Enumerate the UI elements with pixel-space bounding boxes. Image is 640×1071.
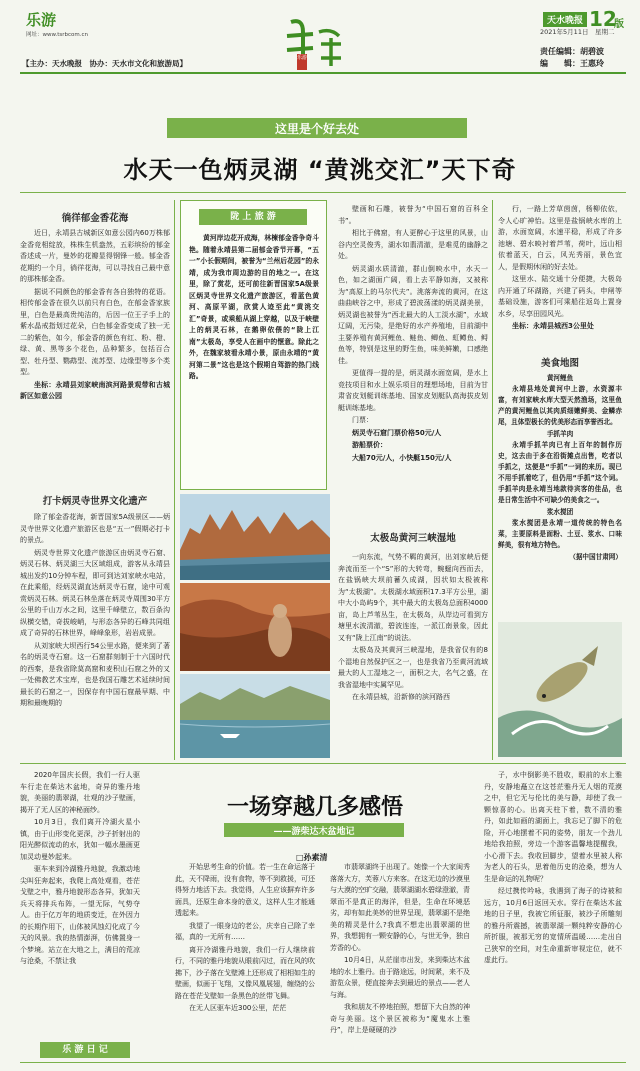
lower-paragraph: 10月4日，从茫崖市出发，来到柴达木盆地的水上雅丹。由于路途远，时间紧，来不及游览众景，便直接奔去到最近的景点——老人与海。 — [330, 956, 470, 999]
col4-coordinate: 坐标：永靖县城西3公里处 — [512, 322, 594, 330]
col3-article — [338, 204, 488, 465]
col3-tickets-label: 门票： — [352, 416, 373, 424]
col1-paragraph: 近日，永靖县古城新区如意公园内60万株郁金香竞相绽放，株株生机盎然，五彩缤纷的郁金香述成一片，曼妙的花瓣显得钢锋一般。郁金香花期约一个月，徜徉花海，可以寻找自己最中意的那株郁金香。 — [20, 229, 170, 283]
lower-paragraph: 10月3日，我们离开冷湖火星小镇，由于山形变化更深，沙子折射出的阳光醉似流动的水，犹如一幅水墨画更加灵动曼妙起来。 — [20, 818, 140, 861]
col3-paragraph: 太极岛及其黄河三峡湿地，是我省仅有的8个湿地自然保护区之一，也是我省乃至黄河流域最大的人工湿地之一，面积之大，名气之盛，在我省湿地中实属罕见。 — [338, 646, 488, 689]
intro-box-title: 陇 上 旅 游 — [199, 209, 307, 225]
header-editor: 责任编辑：胡碧波 — [540, 47, 604, 56]
lower-col4 — [484, 770, 622, 1035]
lower-paragraph: 开始思考生命的价值。若一生在命运落于此，天不降雨，没有食物，等不到救援，可还得努力地活下去。我觉得，人生应该摒弃许多面具，还原生命本身的意义，这样人生才能通透起来。 — [175, 863, 315, 917]
col4-paragraph: 行，一路上芳草茵茵，杨柳依依，令人心旷神怡。这里是盐锅峡水库的上游，水面宽阔，水速平稳，形成了许多池塘、碧水映衬着芦苇，荷叶，远山相依着蓝天，白云，风光秀丽，景色宜人，是假期休闲的好去处。 — [498, 205, 622, 271]
col3-paragraph: 一向东流，气势不羁的黄河，出刘家峡后便奔流而至一个“S”形的大转弯，蜿蜒向西而去，在盐锅峡大坝前蓄久成湖，因状如太极被称为“太极湖”。太极湖水域面积17.3平方公里，湖中大小岛屿9个，其中最大的太极岛总面积4000亩，岛上芦苇丛生，在太极岛，从岸边可看到方塘里水波清澈，碧波连连，一派江南景象，因此又有“陇上江南”的说法。 — [338, 553, 488, 642]
food-item-body: 浆水搅团是永靖一道传统的特色名菜，主要原料是面粉、土豆、浆水、口味鲜美，很有地方特色。 — [498, 519, 622, 549]
lower-paragraph: 市翡翠湖终于出现了。她像一个大家闺秀落落大方，芙蓉八方来客。在这无边的沙漠里与大漠的空旷交融，翡翠湖湖水碧绿澄澈，青翠而不是真正的海洋，但是，生命在环境恶劣，却有如此美妙的世界呈现，翡翠湖不是绝美的精灵是什么?我真不想走出翡翠湖的世界，我想拥有一颗安静的心，与世无争，独自芳香的心。 — [330, 863, 470, 952]
col-rule-1 — [174, 200, 175, 760]
food-map-title: 美食地图 — [540, 358, 579, 369]
col1-paragraph: 除了郁金香花海，新晋国家5A级景区——炳灵寺世界文化遗产旅游区也是“五一”假期必打卡的景点。 — [20, 513, 170, 544]
intro-box-body — [189, 233, 319, 384]
col1-article-bingling — [20, 512, 170, 757]
header-sponsor: 【主办：天水晚报 协办：天水市文化和旅游局】 — [22, 59, 187, 68]
photo-bingling-stone-forest — [180, 494, 330, 580]
header-rule — [20, 72, 626, 74]
col1-paragraph: 炳灵寺世界文化遗产旅游区由炳灵寺石窟、炳灵石林、炳灵湖三大区域组成，游客从永靖县城出发约10分钟车程，即可到达刘家峡水电站，在此乘船，经炳灵湖直达炳灵寺石窟，途中可观赏炳灵石林。炳灵石林坐落在炳灵寺周围30平方公里的千山万水之间，这里千峰壁立，数百条沟纵横交错，奇拔峻峭，与形态各异的石峰共同组成了奇异的石林世界，峰峰象形，岩岩成景。 — [20, 548, 170, 637]
life-logo — [283, 14, 345, 74]
food-item-title: 手抓羊肉 — [546, 430, 574, 438]
col1-paragraph: 据说不同颜色的郁金香有各自独特的花语。相传郁金香在很久以前只有白色，在郁金香家族里，白色是最高贵纯洁的，后因一位王子手上的紫水晶戒指划过花朵，白色郁金香变成了独一无二的紫色，如今，郁金香的颜色有红、粉、橙、绿、黄、黑等多个花色，品种繁多，包括百合型、牡丹型、鹦鹉型、流苏型、边缘型等多个类型。 — [20, 287, 170, 376]
photo-buddha-statue — [180, 583, 330, 671]
lower-col2 — [175, 862, 315, 1042]
logo-small-tag: 乐游 — [297, 54, 307, 70]
lower-author: □孙素清 — [296, 853, 328, 862]
photo-jumping-fish — [498, 622, 622, 757]
lower-subtitle: ——游柴达木盆地记 — [273, 827, 355, 837]
intro-box — [180, 200, 327, 490]
lower-paragraph: 经过携传吟咏，我遇到了海子的诗被和远方，10月6日返回天水。穿行在柴达木盆地的日子里，我被它所征服，被沙子所雕刻的雅丹所震撼，被翡翠湖一颗纯粹安静的心所折服，被那无穷的宽情所温暖……走出自己狭窄的空间，对生命重新审视定位，就不虚此行。 — [484, 887, 622, 964]
food-item-title: 黄河鲤鱼 — [546, 374, 574, 382]
header-section-name: 乐游 — [26, 11, 57, 29]
col3-paragraph: 更值得一提的是，炳灵湖水面宽阔，是水上竞技项目和水上娱乐项目的理想场地，目前为甘肃省皮划艇训练基地、国家皮划艇队高海拔皮划艇训练基地。 — [338, 369, 488, 412]
lower-paragraph: 在无人区驱车近300公里，茫茫 — [189, 1004, 287, 1012]
food-item-title: 浆水搅团 — [546, 508, 574, 516]
lower-paragraph: 驱车来到冷湖雅丹地貌，我激动地尖叫狂奔起来，我爬上高处观看，苍茫戈壁之中，雅丹地貌形态各异，犹如天兵天将排兵布阵，一望无际，气势夺人。由于亿万年的地质变迁，在外因力的长期作用下，山体被风蚀幻化成了今天的风景。我的热情澎湃，仿佛置身一个梦境。站立在大地之上，满目的荒凉与沧桑，不禁让我 — [20, 865, 140, 965]
lower-paragraph: 离开冷湖雅丹地貌，我们一行人继续前行，不同的雅丹地貌从眼前闪过，而在风的吹拂下，沙子落在戈壁滩上还形成了相相如生的壁画，似画于飞翔，又像风凰展翅，缠绕的公路在苍茫戈壁如一条黑色的丝带飞舞。 — [175, 945, 315, 1000]
footer-rule — [20, 1062, 626, 1063]
lower-col3 — [330, 862, 470, 1042]
col3-ticket: 大船70元/人，小快艇150元/人 — [352, 453, 452, 462]
col3-article-taiji — [338, 552, 488, 757]
banner-title: 水天一色炳灵湖 “黄洮交汇”天下奇 — [123, 156, 517, 184]
lower-col1 — [20, 770, 140, 1035]
lower-paragraph: 我和朋友不停地拍照，想留下大自然的神奇与美丽。这个景区被称为“魔鬼水上雅丹”，岸上是硬硬的沙 — [330, 1003, 470, 1034]
col3-ticket: 炳灵寺石窟门票价格50元/人 — [352, 428, 442, 437]
col4-article — [498, 204, 622, 334]
header-page-number: 12 — [589, 7, 617, 31]
col1-article-tulips — [20, 228, 170, 404]
col1-coordinate: 坐标：永靖县刘家峡南滨河路景观带和古城新区如意公园 — [20, 380, 170, 400]
col3-paragraph: 壁画和石雕，被誉为“中国石窟的百科全书”。 — [338, 205, 488, 225]
header-date: 2021年5月11日 星期二 — [540, 28, 615, 36]
footer-tag: 乐 游 日 记 — [40, 1042, 130, 1058]
food-credit: （据中国甘肃网） — [569, 553, 622, 561]
col1-heading-tulips: 徜徉郁金香花海 — [61, 213, 129, 224]
food-map-list — [498, 373, 622, 563]
lower-paragraph: 2020年国庆长假，我们一行人驱车行走在柴达木盆地，奇异的雅丹地貌，美丽的翡翠湖，壮观的沙子壁画，揭开了无人区的神秘面纱。 — [20, 771, 140, 814]
col3-heading-taiji: 太极岛黄河三峡湿地 — [370, 533, 456, 544]
lower-paragraph: 子，水中倒影美不胜收，眼前的水上雅丹，安静地矗立在这苍茫雅丹无人烟的荒漠之中，但它无与伦比的美与静，却使了我一颗惊喜的心。出离天柱下着，数不清的雅丹，如此如画的湖面上，我忘记了脚下的危险，开心地摆着不同的姿势，朋友一个劲儿地给我拍照，旁边一个游客温馨地提醒我，小心滑下去。我收回脚步，望着水里被人称为老人的石头，思着他历史的沧桑，想为人生是命运的礼物呢？ — [484, 771, 622, 883]
header-paper: 天水晚报 — [543, 12, 587, 27]
banner-rule — [20, 192, 626, 193]
intro-box-paragraph: 黄河岸边花开成海，林楝郁金香争奇斗艳。随着永靖县第二届郁金香节开幕，“五一”小长假期间，被誉为“兰州后花园”的永靖，成为我市周边游的目的地之一。在这里，除了赏花，还可前往新晋国家5A级景区炳灵寺世界文化遗产旅游区，看蓝色黄河、高原平湖，欣赏人迹至此“黄洮交汇”奇景，或乘船从湖上穿越，以及于峡壁上的炳灵石林，在鹅卵依偎的“陇上江南”太极岛，享受人在画中的惬意。除此之外，在魏家坡看永靖小景，原由永靖的“黄河第二景”这也是这个假期自驾游的热门线路。 — [189, 234, 319, 380]
photo-lake-boat — [180, 674, 330, 758]
col4-paragraph: 这里水、陆交通十分便捷，大极岛内开通了环湖路，兴建了码头，申闸等基础设施，游客们可乘船往返岛上置身水乡，尽享田园风光。 — [498, 275, 622, 318]
col3-ticket: 游船票价： — [352, 441, 387, 449]
header-url: 网址：www.tsrbcom.cn — [26, 32, 89, 38]
food-item-body: 永靖县地处黄河中上游，水资源丰富，有刘家峡水库大型天然渔场，这里鱼产的黄河鲤鱼以其肉质细嫩鲜美、金鳞赤尾，且体型极长的优美形态而享誉西北。 — [498, 385, 622, 426]
banner-kicker: 这里是个好去处 — [274, 122, 359, 136]
header-page-word: 版 — [614, 19, 624, 30]
lower-top-rule — [20, 763, 626, 764]
header-designer: 编 辑：王惠玲 — [540, 59, 604, 68]
lower-paragraph: 我望了一眼身边的老公，庆幸自己除了幸福，真的一无所有…… — [175, 921, 315, 941]
col1-heading-bingling: 打卡炳灵寺世界文化遗产 — [42, 496, 148, 507]
life-logo-art — [283, 14, 345, 74]
col3-paragraph: 在永靖县城，沿新修的滨河路西 — [352, 693, 450, 701]
col3-paragraph: 炳灵湖水质清澈，群山倒映水中，水天一色，如之湖面广阔，看上去平静如海，又被称为“高原上的马尔代夫”。洮落奔流的黄河，在这曲曲峡谷之中，形成了碧波荡漾的炳灵湖美景，炳灵湖也被誉为“西北最大的人工淡水湖”，水域辽阔，无污染，是绝好的水产养殖地，目前湖中主要养殖有黄河鲤鱼、鲢鱼、鲫鱼、虹鳟鱼、鲟鱼等，特别是这里的野生鱼，味美鲜嫩，口感绝佳。 — [338, 264, 488, 365]
col-rule-2 — [492, 200, 493, 760]
col3-paragraph: 相比于佛窟，有人更醉心于这里的风景，山谷内空灵俊秀，湖水如翡清澈，是难觅的幽静之处。 — [338, 229, 488, 260]
col1-paragraph: 从刘家峡大坝西行54公里水路，便来到了著名的炳灵寺石窟。这一石窟群刻制于十六国时代的西秦，是我省除莫高窟和麦积山石窟之外的又一处佛教艺术宝库，也是我国石雕艺术延续时间最长的石窟之一，因保存有中国石窟最早期、中期和最晚期的 — [20, 641, 170, 707]
lower-title: 一场穿越几多感悟 — [226, 795, 403, 820]
food-item-body: 永靖手抓羊肉已有上百年的制作历史，这去由于多在沿街摊点出售，吃者以手抓之，这便是“手抓”一词的来历。现已不用手抓着吃了，但仍用“手抓”这个词。手抓羊肉是永靖当地款待宾客的佳品，也是日常生活中不可缺少的美食之一。 — [498, 441, 622, 504]
